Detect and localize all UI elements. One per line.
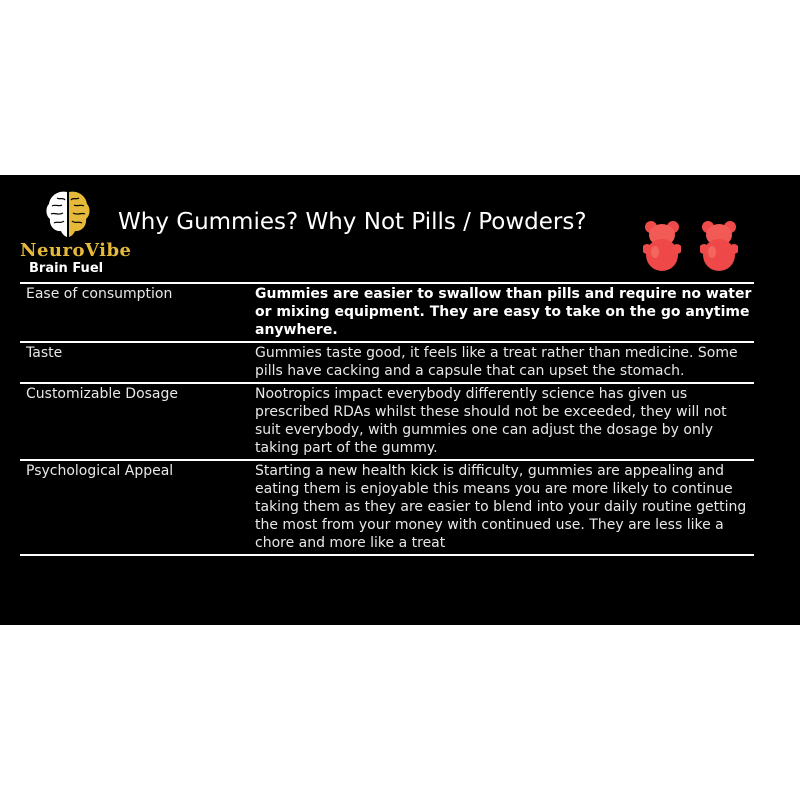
row-text: Gummies taste good, it feels like a treat rather than medicine. Some pills have cacking and a capsule that can upset the stomach.: [255, 345, 738, 379]
slide: [0, 175, 800, 625]
table-row: [20, 461, 754, 556]
brand-logo: [18, 188, 132, 278]
gummy-bear-icon: [643, 219, 681, 273]
row-label: Psychological Appeal: [26, 463, 174, 479]
table-row: [20, 284, 754, 343]
page-title: Why Gummies? Why Not Pills / Powders?: [118, 209, 587, 235]
row-label: Taste: [26, 345, 63, 361]
row-text: Gummies are easier to swallow than pills and require no water or mixing equipment. They are easy to take on the go anytime anywhere.: [255, 286, 752, 338]
row-text: Starting a new health kick is difficulty, gummies are appealing and eating them is enjoyable this means you are more likely to continue taking them as they are easier to blend into your daily routine getting the most from your money with continued use. They are less like a chore and more like a treat: [255, 463, 747, 551]
gummy-bear-icon: [700, 219, 738, 273]
table-row: [20, 384, 754, 461]
brand-tagline: Brain Fuel: [29, 261, 104, 276]
row-text: Nootropics impact everybody differently science has given us prescribed RDAs whilst these should not be exceeded, they will not suit everybody, with gummies one can adjust the dosage by only taking part of the gummy.: [255, 386, 727, 456]
brand-name: NeuroVibe: [20, 240, 132, 261]
comparison-table: [20, 282, 754, 556]
row-label: Customizable Dosage: [26, 386, 179, 402]
table-row: [20, 343, 754, 384]
brain-icon: [44, 188, 92, 240]
row-label: Ease of consumption: [26, 286, 173, 302]
